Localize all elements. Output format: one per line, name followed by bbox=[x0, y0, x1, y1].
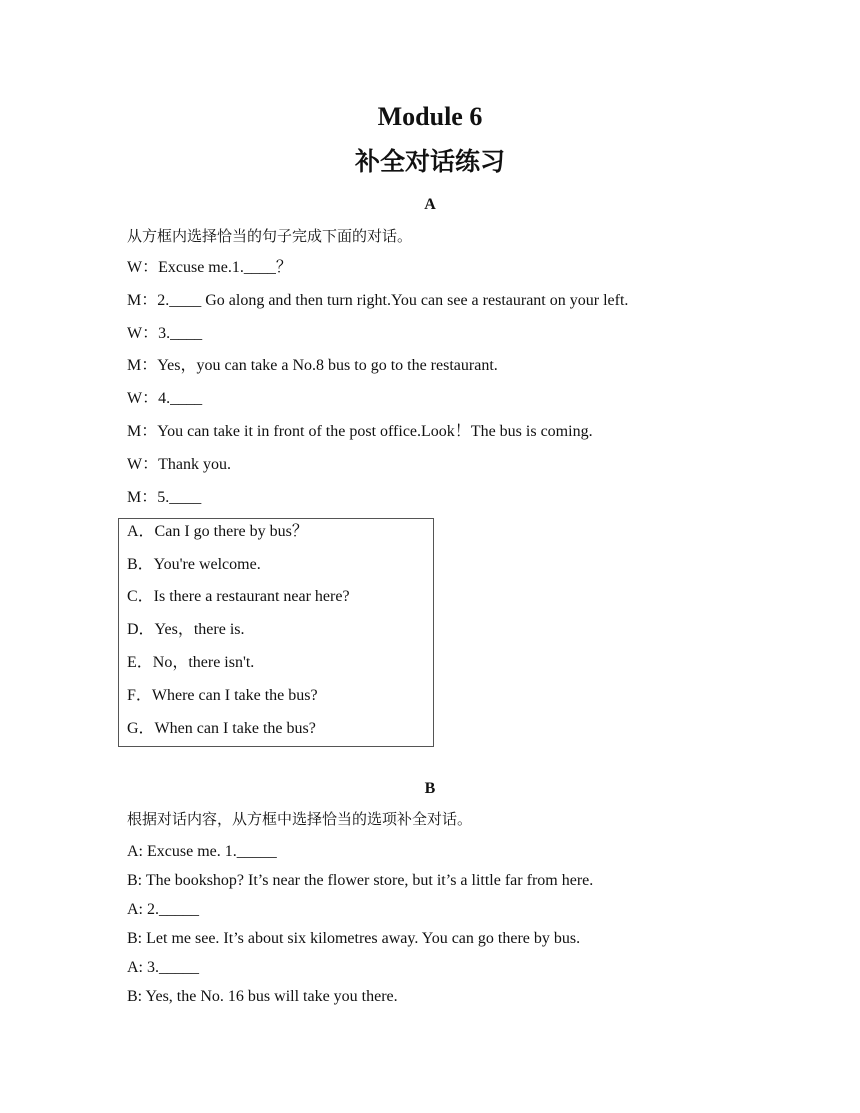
option-d: D．Yes，there is. bbox=[127, 621, 245, 638]
section-b-heading: B bbox=[424, 780, 436, 797]
dialogue-line: B: Let me see. It’s about six kilometres away. You can go there by bus. bbox=[127, 930, 581, 947]
page-subtitle: 补全对话练习 bbox=[354, 147, 505, 176]
dialogue-line: B: The bookshop? It’s near the flower store, but it’s a little far from here. bbox=[127, 872, 594, 889]
dialogue-line: M：You can take it in front of the post office.Look！The bus is coming. bbox=[127, 423, 593, 440]
dialogue-line: W：Thank you. bbox=[127, 456, 231, 473]
section-a-instruction: 从方框内选择恰当的句子完成下面的对话。 bbox=[127, 227, 413, 245]
option-e: E．No，there isn't. bbox=[127, 654, 255, 671]
page-title: Module 6 bbox=[377, 102, 483, 131]
option-c: C．Is there a restaurant near here? bbox=[127, 588, 350, 605]
section-b-instruction: 根据对话内容，从方框中选择恰当的选项补全对话。 bbox=[127, 810, 473, 828]
option-a: A．Can I go there by bus？ bbox=[127, 523, 308, 540]
dialogue-line: W：3.____ bbox=[127, 325, 203, 342]
options-box bbox=[118, 518, 434, 747]
option-g: G．When can I take the bus? bbox=[127, 720, 316, 737]
option-f: F．Where can I take the bus? bbox=[127, 687, 318, 704]
dialogue-line: W：4.____ bbox=[127, 390, 203, 407]
dialogue-line: M：Yes，you can take a No.8 bus to go to the restaurant. bbox=[127, 357, 498, 374]
option-b: B．You're welcome. bbox=[127, 556, 261, 573]
dialogue-line: A: 3._____ bbox=[127, 959, 199, 976]
dialogue-line: A: Excuse me. 1._____ bbox=[127, 843, 277, 860]
dialogue-line: W：Excuse me.1.____？ bbox=[127, 259, 292, 276]
dialogue-line: M：5.____ bbox=[127, 489, 202, 506]
dialogue-line: M：2.____ Go along and then turn right.You can see a restaurant on your left. bbox=[127, 292, 629, 309]
section-a-heading: A bbox=[424, 196, 436, 213]
dialogue-line: A: 2._____ bbox=[127, 901, 199, 918]
dialogue-line: B: Yes, the No. 16 bus will take you there. bbox=[127, 988, 398, 1005]
